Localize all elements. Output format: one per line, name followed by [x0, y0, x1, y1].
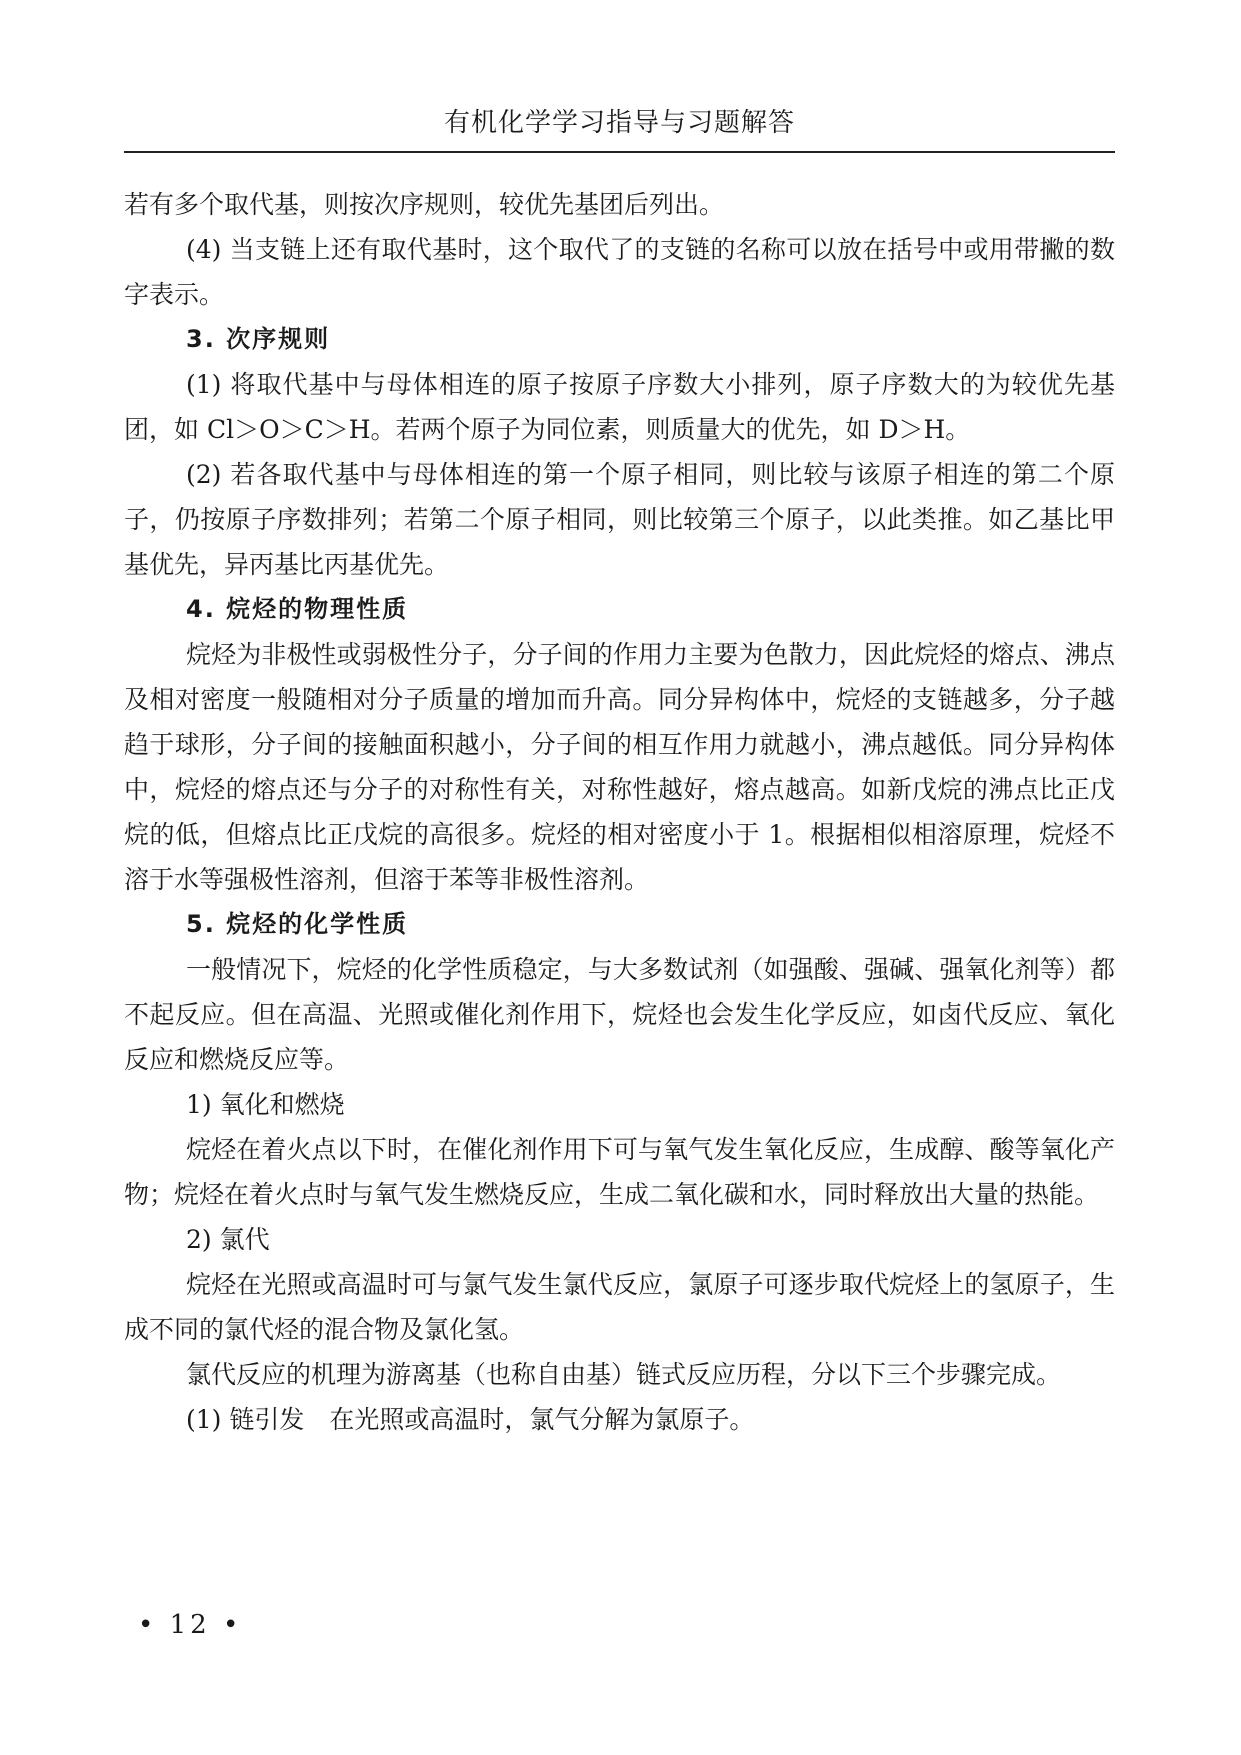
paragraph: 一般情况下，烷烃的化学性质稳定，与大多数试剂（如强酸、强碱、强氧化剂等）都不起反应。但在高温、光照或催化剂作用下，烷烃也会发生化学反应，如卤代反应、氧化反应和燃烧反应等。: [124, 955, 1115, 1074]
paragraph: (4) 当支链上还有取代基时，这个取代了的支链的名称可以放在括号中或用带撇的数字表示。: [124, 235, 1115, 309]
section-heading: 4. 烷烃的物理性质: [186, 595, 409, 623]
paragraph: 烷烃为非极性或弱极性分子，分子间的作用力主要为色散力，因此烷烃的熔点、沸点及相对密度一般随相对分子质量的增加而升高。同分异构体中，烷烃的支链越多，分子越趋于球形，分子间的接触面积越小，分子间的相互作用力就越小，沸点越低。同分异构体中，烷烃的熔点还与分子的对称性有关，对称性越好，熔点越高。如新戊烷的沸点比正戊烷的低，但熔点比正戊烷的高很多。烷烃的相对密度小于 1。根据相似相溶原理，烷烃不溶于水等强极性溶剂，但溶于苯等非极性溶剂。: [124, 640, 1115, 894]
paragraph: (1) 将取代基中与母体相连的原子按原子序数大小排列，原子序数大的为较优先基团，如 Cl＞O＞C＞H。若两个原子为同位素，则质量大的优先，如 D＞H。: [124, 370, 1115, 444]
paragraph: (1) 链引发 在光照或高温时，氯气分解为氯原子。: [186, 1405, 755, 1434]
header-rule: [124, 151, 1115, 153]
paragraph: 氯代反应的机理为游离基（也称自由基）链式反应历程，分以下三个步骤完成。: [186, 1360, 1062, 1389]
subheading: 1) 氧化和燃烧: [186, 1090, 345, 1119]
running-head-title: 有机化学学习指导与习题解答: [443, 108, 795, 138]
subheading: 2) 氯代: [186, 1225, 270, 1254]
paragraph: 烷烃在光照或高温时可与氯气发生氯代反应，氯原子可逐步取代烷烃上的氢原子，生成不同的氯代烃的混合物及氯化氢。: [124, 1270, 1115, 1344]
paragraph: 若有多个取代基，则按次序规则，较优先基团后列出。: [124, 190, 725, 219]
section-heading: 3. 次序规则: [186, 325, 331, 353]
section-heading: 5. 烷烃的化学性质: [186, 910, 409, 938]
page-body: [124, 182, 1115, 1442]
page-number: • 12 •: [138, 1610, 243, 1640]
paragraph: 烷烃在着火点以下时，在催化剂作用下可与氧气发生氧化反应，生成醇、酸等氧化产物；烷烃在着火点时与氧气发生燃烧反应，生成二氧化碳和水，同时释放出大量的热能。: [124, 1135, 1115, 1209]
paragraph: (2) 若各取代基中与母体相连的第一个原子相同，则比较与该原子相连的第二个原子，仍按原子序数排列；若第二个原子相同，则比较第三个原子，以此类推。如乙基比甲基优先，异丙基比丙基优先。: [124, 460, 1115, 579]
